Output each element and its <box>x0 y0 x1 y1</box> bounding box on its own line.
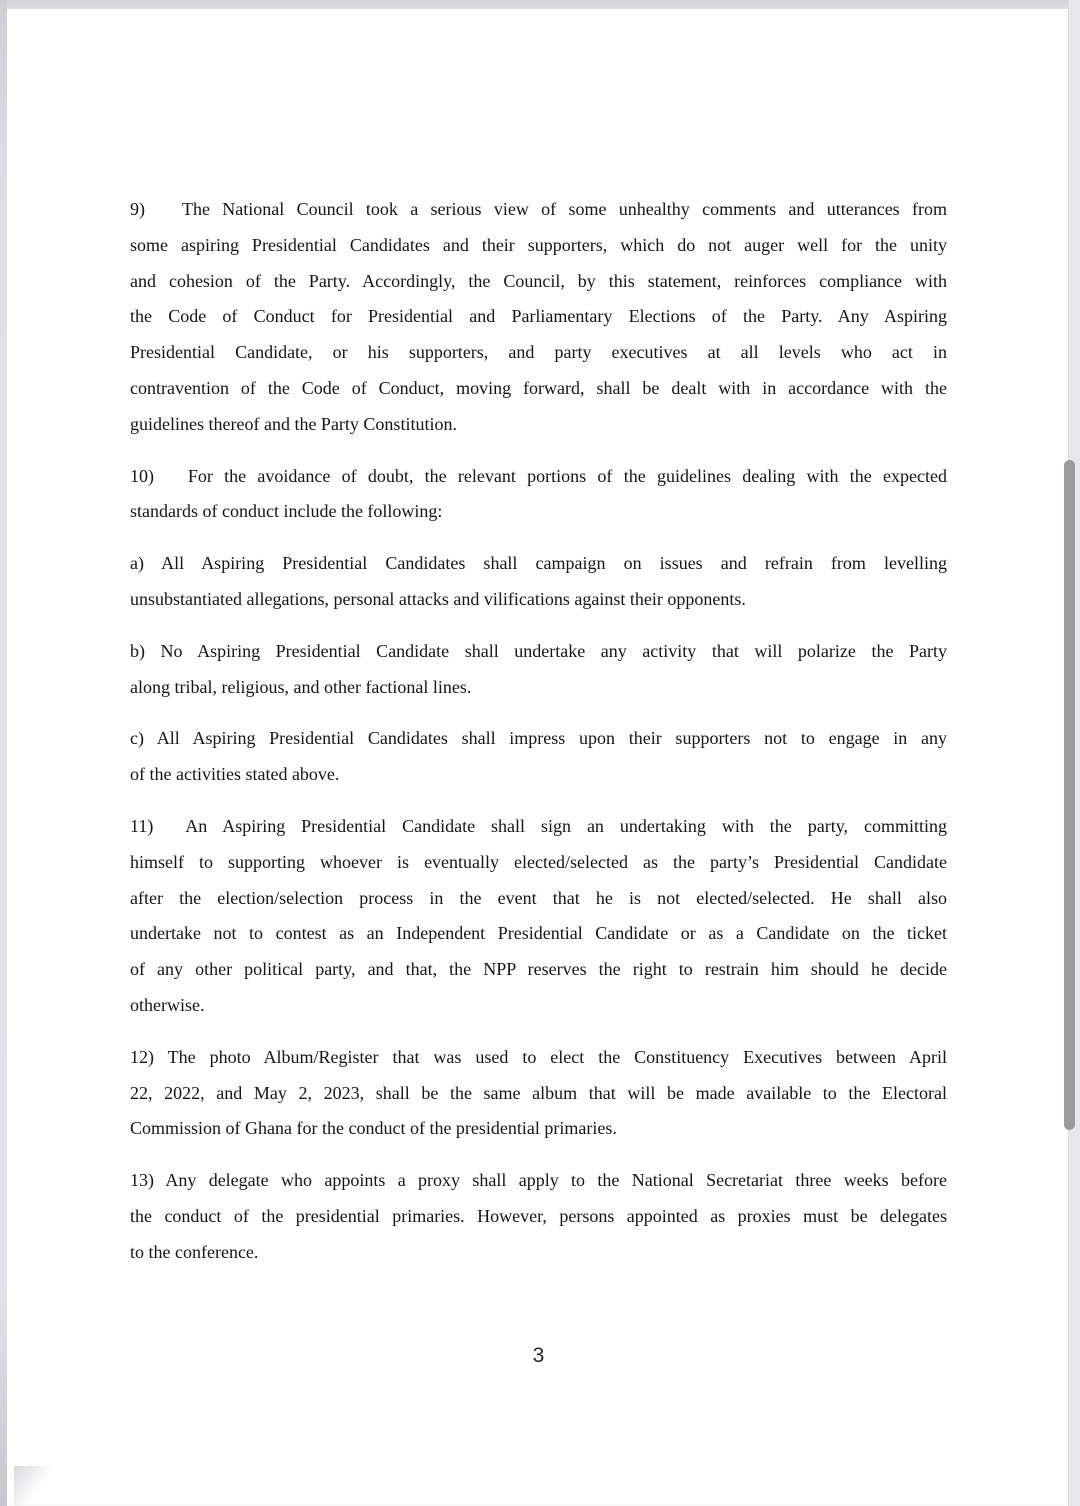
text-line: himself to supporting whoever is eventually elected/selected as the party’s Presidential Candidate <box>130 851 947 872</box>
text-line: along tribal, religious, and other factional lines. <box>130 676 472 697</box>
paragraph-b <box>130 634 947 706</box>
text-line: standards of conduct include the following: <box>130 501 443 522</box>
paragraph-c <box>130 721 947 793</box>
text-line: 13) Any delegate who appoints a proxy shall apply to the National Secretariat three weeks before <box>130 1170 947 1191</box>
text-line: contravention of the Code of Conduct, moving forward, shall be dealt with in accordance with the <box>130 377 947 398</box>
text-line: the Code of Conduct for Presidential and Parliamentary Elections of the Party. Any Aspiring <box>130 306 947 327</box>
paragraph-13 <box>130 1163 947 1270</box>
text-line: Commission of Ghana for the conduct of the presidential primaries. <box>130 1118 617 1139</box>
text-line: 11) An Aspiring Presidential Candidate shall sign an undertaking with the party, committing <box>130 815 947 836</box>
text-line: 9) The National Council took a serious view of some unhealthy comments and utterances from <box>130 199 947 219</box>
paragraph-11 <box>130 809 947 1024</box>
text-line: of the activities stated above. <box>130 764 340 785</box>
page-number: 3 <box>532 1343 545 1367</box>
paragraph-9 <box>130 192 947 443</box>
text-line: guidelines thereof and the Party Constitution. <box>130 413 457 434</box>
paragraph-12 <box>130 1040 947 1147</box>
document-body <box>130 192 947 1373</box>
text-line: c) All Aspiring Presidential Candidates shall impress upon their supporters not to engage in any <box>130 728 947 749</box>
page-corner-curl <box>14 1466 60 1506</box>
text-line: 12) The photo Album/Register that was used to elect the Constituency Executives between April <box>130 1046 947 1067</box>
paragraph-a <box>130 546 947 618</box>
text-line: unsubstantiated allegations, personal attacks and vilifications against their opponents. <box>130 588 746 609</box>
text-line: the conduct of the presidential primaries. However, persons appointed as proxies must be delegates <box>130 1205 947 1226</box>
text-line: 10) For the avoidance of doubt, the relevant portions of the guidelines dealing with the expected <box>130 465 947 486</box>
text-line: 22, 2022, and May 2, 2023, shall be the same album that will be made available to the Electoral <box>130 1082 947 1103</box>
paragraph-10 <box>130 459 947 531</box>
text-line: to the conference. <box>130 1241 259 1262</box>
text-line: a) All Aspiring Presidential Candidates shall campaign on issues and refrain from levelling <box>130 553 947 574</box>
text-line: and cohesion of the Party. Accordingly, the Council, by this statement, reinforces compliance with <box>130 270 947 291</box>
text-line: of any other political party, and that, the NPP reserves the right to restrain him should he decide <box>130 959 947 980</box>
text-line: otherwise. <box>130 994 205 1015</box>
page-edge-top <box>0 0 1080 9</box>
text-line: after the election/selection process in the event that he is not elected/selected. He shall also <box>130 887 947 908</box>
text-line: b) No Aspiring Presidential Candidate shall undertake any activity that will polarize the Party <box>130 640 947 661</box>
text-line: undertake not to contest as an Independent Presidential Candidate or as a Candidate on the ticket <box>130 923 947 944</box>
text-line: Presidential Candidate, or his supporters, and party executives at all levels who act in <box>130 342 947 363</box>
scrollbar-thumb[interactable] <box>1064 460 1075 1130</box>
text-line: some aspiring Presidential Candidates and their supporters, which do not auger well for the unity <box>130 234 947 255</box>
page-edge-left <box>0 0 7 1506</box>
